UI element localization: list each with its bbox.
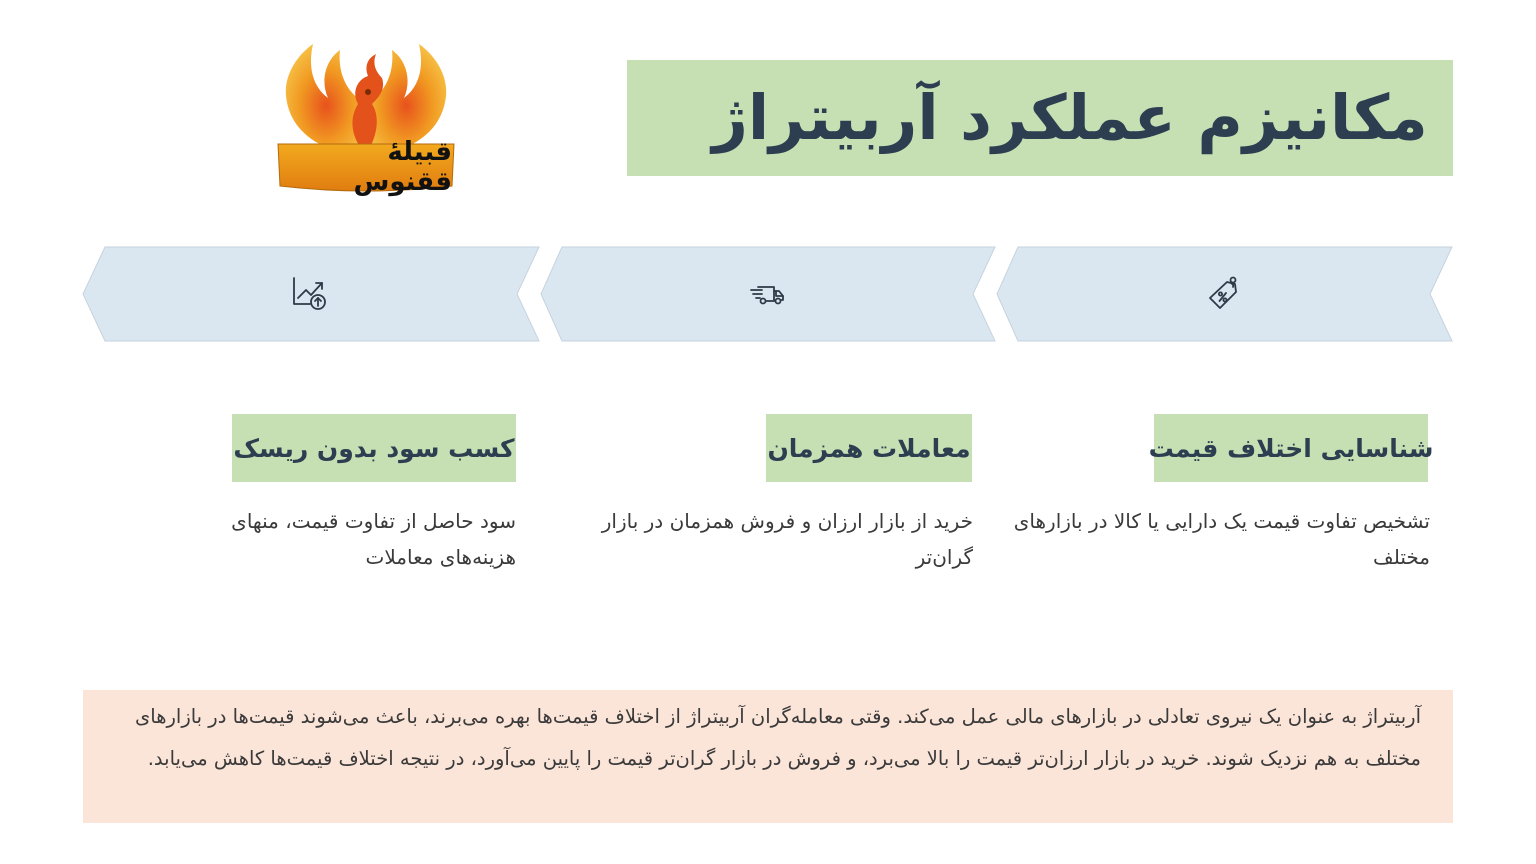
logo bbox=[268, 36, 464, 206]
step-2-heading: معاملات همزمان bbox=[766, 414, 972, 482]
chevron-step-2 bbox=[541, 247, 995, 342]
step-1-heading: شناسایی اختلاف قیمت bbox=[1154, 414, 1428, 482]
title-banner bbox=[627, 60, 1453, 176]
logo-text: قبیلهٔ ققنوس bbox=[353, 137, 452, 197]
step-2-description: خرید از بازار ارزان و فروش همزمان در بازار گران‌تر bbox=[601, 509, 973, 569]
delivery-truck-icon bbox=[748, 274, 788, 314]
price-tag-percent-icon bbox=[1203, 274, 1243, 314]
chevron-step-3 bbox=[83, 247, 539, 342]
step-1-description: تشخیص تفاوت قیمت یک دارایی یا کالا در بازارهای مختلف bbox=[1013, 509, 1430, 569]
growth-chart-arrow-icon bbox=[290, 274, 330, 314]
chevron-step-1 bbox=[997, 247, 1452, 342]
step-3-description: سود حاصل از تفاوت قیمت، منهای هزینه‌های معاملات bbox=[231, 509, 516, 569]
page-title: مکانیزم عملکرد آربیتراژ bbox=[712, 81, 1428, 154]
summary-box bbox=[83, 690, 1453, 823]
summary-text: آربیتراژ به عنوان یک نیروی تعادلی در بازارهای مالی عمل می‌کند. وقتی معامله‌گران آربیتراژ از اختلاف قیمت‌ها بهره می‌برند، باعث می‌شوند قیمت‌ها در بازارهای مختلف به هم نزدیک شوند. خرید در بازار ارزان‌تر قیمت را بالا می‌برد، و فروش در بازار گران‌تر قیمت را پایین می‌آورد، در نتیجه اختلاف قیمت‌ها کاهش می‌یابد. bbox=[135, 705, 1421, 770]
step-3-heading: کسب سود بدون ریسک bbox=[232, 414, 516, 482]
